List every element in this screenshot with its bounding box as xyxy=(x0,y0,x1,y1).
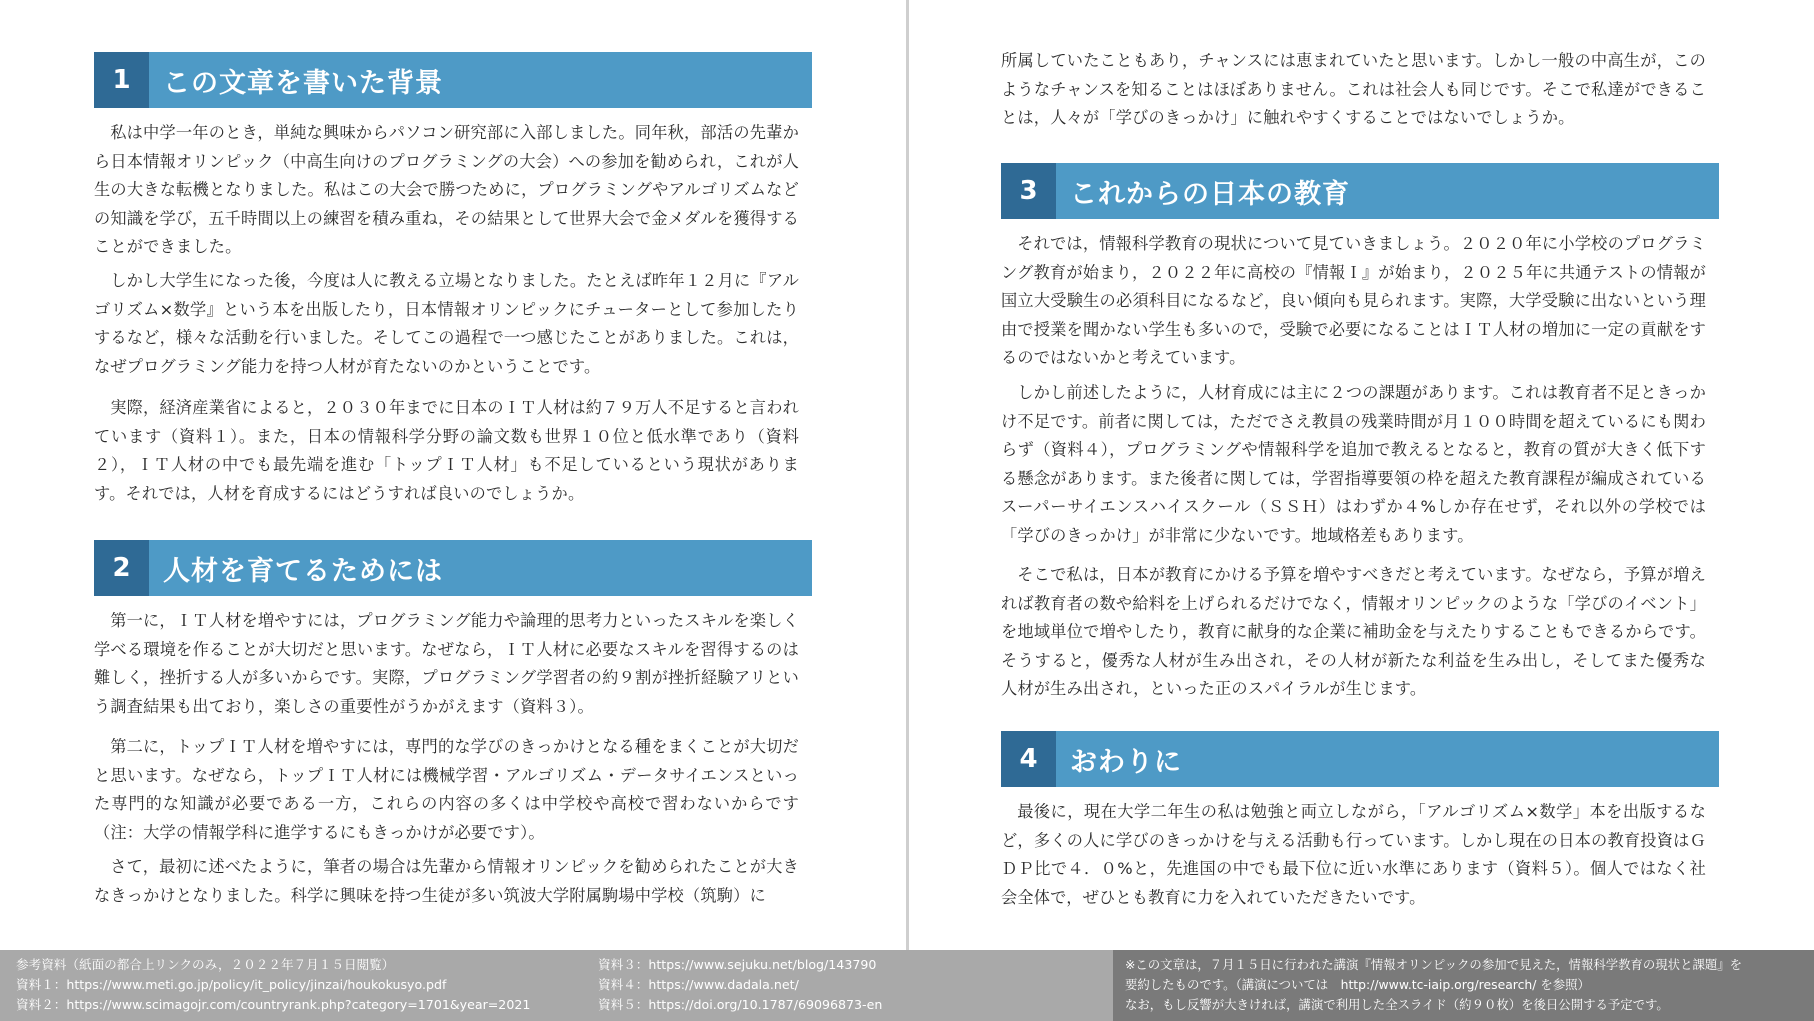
note-line-1: ※この文章は，７月１５日に行われた講演『情報オリンピックの参加で見えた，情報科学教育の現状と課題』を xyxy=(1125,957,1743,972)
section-3-paragraph-2: しかし前述したように，人材育成には主に２つの課題があります。これは教育者不足ときっかけ不足です。前者に関しては，ただでさえ教員の残業時間が月１００時間を超えているにも関わらず（資料４），プログラミングや情報科学を追加で教えるとなると，教育の質が大きく低下する懸念があります。また後者に関しては，学習指導要領の枠を超えた教育課程が編成されているスーパーサイエンスハイスクール（ＳＳＨ）はわずか４%しか存在せず，それ以外の学校では「学びのきっかけ」が非常に少ないです。地域格差もあります。 xyxy=(1001,383,1706,545)
note-footer xyxy=(1113,950,1814,1021)
section-2-header xyxy=(94,540,812,596)
section-1-paragraph-2: しかし大学生になった後，今度は人に教える立場となりました。たとえば昨年１２月に『アルゴリズム×数学』という本を出版したり，日本情報オリンピックにチューターとして参加したりするなど，様々な活動を行いました。そしてこの過程で一つ感じたことがありました。これは，なぜプログラミング能力を持つ人材が育たないのかということです。 xyxy=(94,271,799,376)
reference-link-3[interactable]: 資料３：https://www.sejuku.net/blog/143790 xyxy=(598,957,877,972)
section-1-header xyxy=(94,52,812,108)
section-1-paragraph-3: 実際，経済産業省によると，２０３０年までに日本のＩＴ人材は約７９万人不足すると言われています（資料１）。また，日本の情報科学分野の論文数も世界１０位と低水準であり（資料２），ＩＴ人材の中でも最先端を進む「トップＩＴ人材」も不足しているという現状があります。それでは，人材を育成するにはどうすれば良いのでしょうか。 xyxy=(94,398,799,503)
references-heading: 参考資料（紙面の都合上リンクのみ，２０２２年７月１５日閲覧） xyxy=(16,957,395,972)
section-4-title: おわりに xyxy=(1070,746,1182,778)
section-3-number: 3 xyxy=(1001,163,1056,219)
section-4-header xyxy=(1001,731,1719,787)
section-1-paragraph-1: 私は中学一年のとき，単純な興味からパソコン研究部に入部しました。同年秋，部活の先輩から日本情報オリンピック（中高生向けのプログラミングの大会）への参加を勧められ，これが人生の大きな転機となりました。私はこの大会で勝つために，プログラミングやアルゴリズムなどの知識を学び，五千時間以上の練習を積み重ね，その結果として世界大会で金メダルを獲得することができました。 xyxy=(94,123,799,256)
note-line-2: 要約したものです。（講演については http://www.tc-iaip.org/research/ を参照） xyxy=(1125,977,1590,992)
section-3-title: これからの日本の教育 xyxy=(1070,178,1350,210)
section-4-paragraph-1: 最後に，現在大学二年生の私は勉強と両立しながら，「アルゴリズム×数学」本を出版するなど，多くの人に学びのきっかけを与える活動も行っています。しかし現在の日本の教育投資はＧＤＰ比で４．０%と，先進国の中でも最下位に近い水準にあります（資料５）。個人ではなく社会全体で，ぜひとも教育に力を入れていただきたいです。 xyxy=(1001,802,1706,907)
reference-link-5[interactable]: 資料５：https://doi.org/10.1787/69096873-en xyxy=(598,997,883,1012)
reference-link-4[interactable]: 資料４：https://www.dadala.net/ xyxy=(598,977,799,992)
section-2-paragraph-3: さて，最初に述べたように，筆者の場合は先輩から情報オリンピックを勧められたことが大きなきっかけとなりました。科学に興味を持つ生徒が多い筑波大学附属駒場中学校（筑駒）に xyxy=(94,857,799,905)
references-footer xyxy=(0,950,1113,1021)
section-2-title: 人材を育てるためには xyxy=(163,555,443,587)
reference-link-1[interactable]: 資料１：https://www.meti.go.jp/policy/it_policy/jinzai/houkokusyo.pdf xyxy=(16,977,447,992)
section-4-number: 4 xyxy=(1001,731,1056,787)
section-3-paragraph-3: そこで私は，日本が教育にかける予算を増やすべきだと考えています。なぜなら，予算が増えれば教育者の数や給料を上げられるだけでなく，情報オリンピックのような「学びのイベント」を地域単位で増やしたり，教育に献身的な企業に補助金を与えたりすることもできるからです。そうすると，優秀な人材が生み出され，その人材が新たな利益を生み出し，そしてまた優秀な人材が生み出され，といった正のスパイラルが生じます。 xyxy=(1001,565,1706,698)
section-1-number: 1 xyxy=(94,52,149,108)
reference-link-2[interactable]: 資料２：https://www.scimagojr.com/countryrank.php?category=1701&year=2021 xyxy=(16,997,531,1012)
section-2-number: 2 xyxy=(94,540,149,596)
section-2-paragraph-2: 第二に，トップＩＴ人材を増やすには，専門的な学びのきっかけとなる種をまくことが大切だと思います。なぜなら，トップＩＴ人材には機械学習・アルゴリズム・データサイエンスといった専門的な知識が必要である一方，これらの内容の多くは中学校や高校で習わないからです（注：大学の情報学科に進学するにもきっかけが必要です）。 xyxy=(94,737,799,842)
section-3-header xyxy=(1001,163,1719,219)
section-2-paragraph-1: 第一に，ＩＴ人材を増やすには，プログラミング能力や論理的思考力といったスキルを楽しく学べる環境を作ることが大切だと思います。なぜなら，ＩＴ人材に必要なスキルを習得するのは難しく，挫折する人が多いからです。実際，プログラミング学習者の約９割が挫折経験アリという調査結果も出ており，楽しさの重要性がうかがえます（資料３）。 xyxy=(94,611,799,716)
page-divider xyxy=(906,0,909,950)
section-1-title: この文章を書いた背景 xyxy=(163,67,443,99)
note-line-3: なお，もし反響が大きければ，講演で利用した全スライド（約９０枚）を後日公開する予定です。 xyxy=(1125,997,1669,1012)
section-3-paragraph-1: それでは，情報科学教育の現状について見ていきましょう。２０２０年に小学校のプログラミング教育が始まり，２０２２年に高校の『情報Ｉ』が始まり，２０２５年に共通テストの情報が国立大受験生の必須科目になるなど，良い傾向も見られます。実際，大学受験に出ないという理由で授業を聞かない学生も多いので，受験で必要になることはＩＴ人材の増加に一定の貢献をするのではないかと考えています。 xyxy=(1001,234,1706,367)
section-2-continuation: 所属していたこともあり，チャンスには恵まれていたと思います。しかし一般の中高生が，このようなチャンスを知ることはほぼありません。これは社会人も同じです。そこで私達ができることは，人々が「学びのきっかけ」に触れやすくすることではないでしょうか。 xyxy=(1001,51,1706,127)
